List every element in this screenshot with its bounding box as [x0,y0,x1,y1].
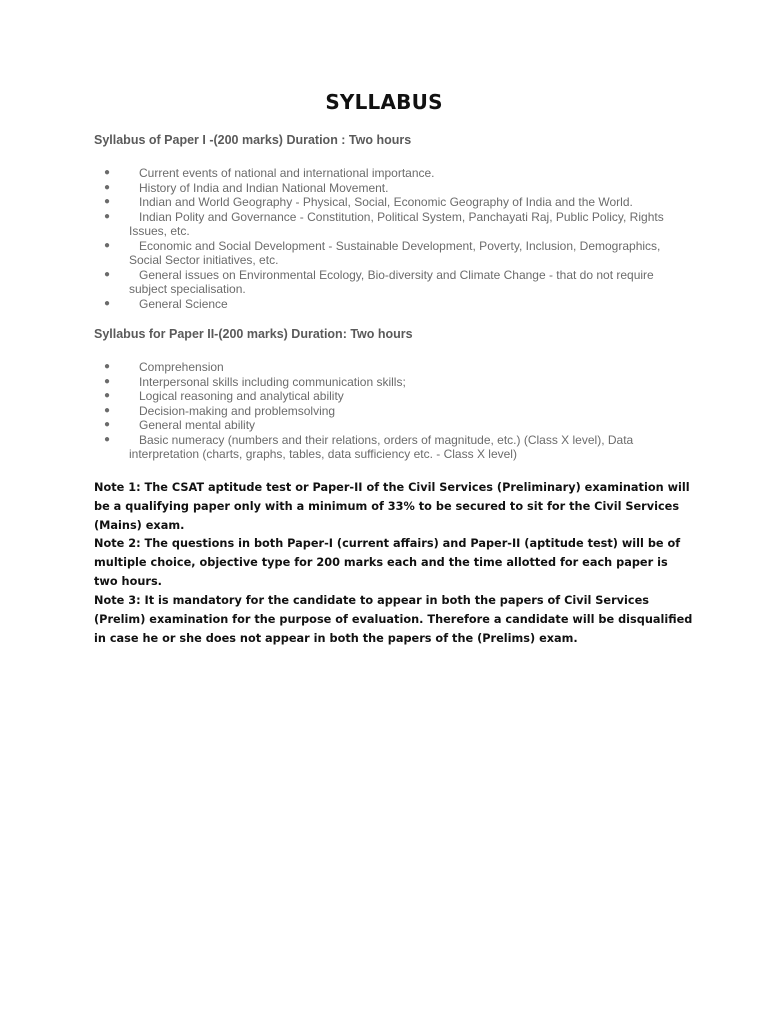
bullet-icon: ● [104,210,111,222]
bullet-icon: ● [104,404,111,416]
note-3: Note 3: It is mandatory for the candidate to appear in both the papers of Civil Services (Prelim) examination for the purpose of evaluation. Therefore a candidate will be disqualified in case he or she does not appear in both the papers of the (Prelims) exam. [94,594,693,645]
note-2: Note 2: The questions in both Paper-I (current affairs) and Paper-II (aptitude test) will be of multiple choice, objective type for 200 marks each and the time allotted for each paper is two hours. [94,537,681,588]
bullet-icon: ● [104,390,111,401]
bullet-icon: ● [104,419,111,430]
list-item: ● Economic and Social Development - Sustainable Development, Poverty, Inclusion, Demographics, Social Sector initiatives, etc. [104,238,661,267]
bullet-icon: ● [104,297,111,309]
list-item: ● Basic numeracy (numbers and their relations, orders of magnitude, etc.) (Class X level), Data interpretation (charts, graphs, tables, data sufficiency etc. - Class X level) [104,432,634,461]
bullet-icon: ● [104,361,111,372]
paper2-list [0,360,768,462]
list-item: ● General Science [104,296,228,311]
list-item: ● Interpersonal skills including communication skills; [104,374,406,389]
list-item: ● Comprehension [104,360,224,374]
list-item: ● Indian Polity and Governance - Constitution, Political System, Panchayati Raj, Public Policy, Rights Issues, etc. [104,209,664,238]
page-title: SYLLABUS [325,90,443,114]
bullet-icon: ● [104,239,111,251]
bullet-icon: ● [104,433,111,445]
bullet-icon: ● [104,375,111,387]
bullet-icon: ● [104,181,111,193]
list-item: ● Logical reasoning and analytical ability [104,389,344,403]
bullet-icon: ● [104,196,111,207]
list-item: ● Current events of national and international importance. [104,166,435,180]
bullet-icon: ● [104,167,111,178]
list-item: ● General issues on Environmental Ecology, Bio-diversity and Climate Change - that do not require subject specialisation. [104,267,654,296]
list-item: ● History of India and Indian National Movement. [104,180,389,195]
bullet-icon: ● [104,268,111,280]
paper1-heading: Syllabus of Paper I -(200 marks) Duration : Two hours [94,133,412,147]
list-item: ● General mental ability [104,418,256,432]
paper2-heading: Syllabus for Paper II-(200 marks) Duration: Two hours [94,327,413,341]
paper1-list [0,166,768,311]
note-1: Note 1: The CSAT aptitude test or Paper-II of the Civil Services (Preliminary) examination will be a qualifying paper only with a minimum of 33% to be secured to sit for the Civil Services (Mains) exam. [94,481,690,532]
list-item: ● Decision-making and problemsolving [104,403,336,418]
list-item: ● Indian and World Geography - Physical, Social, Economic Geography of India and the World. [104,195,633,209]
